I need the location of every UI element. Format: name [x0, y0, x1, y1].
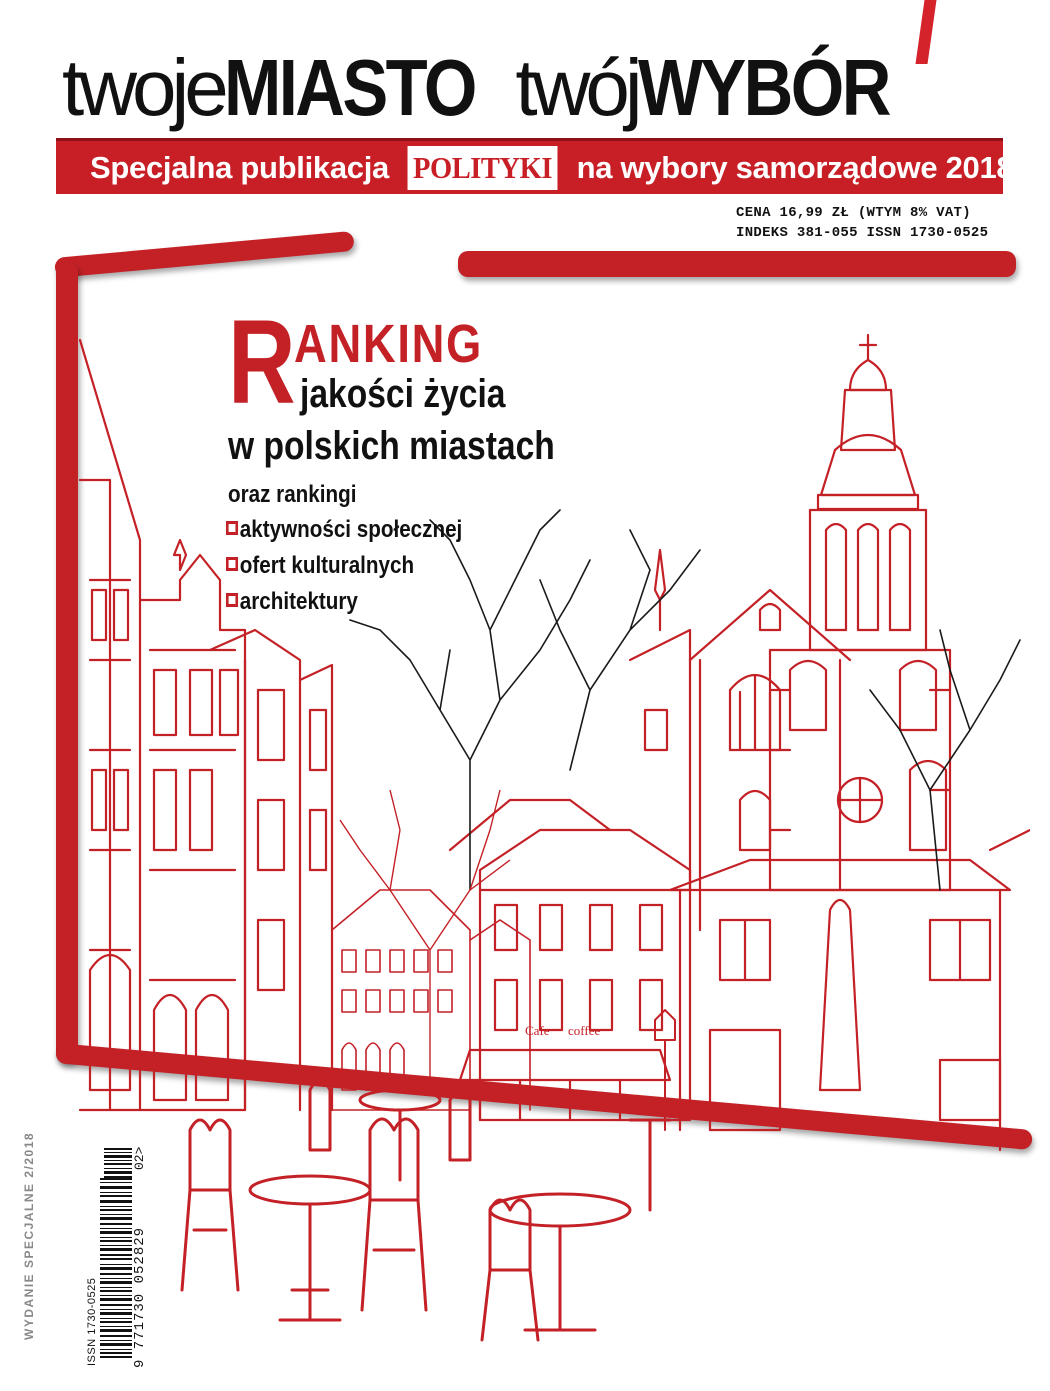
list-item: [226, 584, 462, 620]
headline-line-3: w polskich miastach: [228, 424, 555, 468]
town-illustration: [70, 330, 1030, 1370]
subtitle-banner: [56, 138, 1014, 194]
index-line: INDEKS 381-055 ISSN 1730-0525: [736, 225, 989, 241]
lamp-post-drawing: [655, 1010, 675, 1130]
right-house-drawing: [670, 830, 1030, 1150]
also-rankings-label: oraz rankingi: [228, 481, 357, 508]
checkbox-bullet-icon: [226, 557, 238, 571]
checkbox-bullet-icon: [226, 521, 238, 535]
edition-label: WYDANIE SPECJALNE 2/2018: [22, 1131, 36, 1341]
subtitle-after: na wybory samorządowe 2018: [576, 150, 1014, 185]
cafe-sign-text-2: coffee: [568, 1023, 601, 1038]
headline-ranking: ANKING: [294, 314, 483, 374]
ean-addon-number: 02>: [132, 1146, 147, 1170]
frame-bar-top-left: [54, 231, 355, 278]
gabled-house-drawing: [140, 540, 332, 1110]
masthead-title: [62, 38, 1002, 138]
headline-initial: R: [228, 295, 296, 429]
ranking-label: aktywności społecznej: [239, 516, 463, 543]
cafe-building-drawing: [450, 800, 690, 1120]
cafe-sign-text: Cafe: [525, 1023, 550, 1038]
ranking-label: architektury: [239, 588, 358, 615]
rankings-list: [226, 512, 501, 620]
price-block: [736, 203, 988, 243]
masthead-part-2: MIASTO: [223, 43, 475, 132]
masthead-part-1: twoje: [62, 43, 224, 132]
frame-bar-top-right: [458, 251, 1016, 277]
masthead-part-3: twój: [515, 43, 638, 132]
list-item: [226, 548, 462, 584]
headline-line-2: jakości życia: [300, 372, 506, 416]
middle-church-drawing: [630, 550, 850, 930]
checkbox-bullet-icon: [226, 593, 238, 607]
ranking-label: ofert kulturalnych: [239, 552, 415, 579]
subtitle-before: Specjalna publikacja: [90, 150, 389, 185]
row-houses-drawing: [332, 890, 530, 1110]
price-line: CENA 16,99 ZŁ (WTYM 8% VAT): [736, 205, 971, 221]
issn-label: ISSN 1730-0525: [86, 1277, 98, 1366]
barcode-addon-graphic: [104, 1148, 132, 1178]
list-item: [226, 512, 462, 548]
ean-number: 9 771730 052829: [132, 1226, 148, 1368]
red-tree-drawing: [340, 790, 510, 1090]
barcode-graphic: [100, 1178, 132, 1358]
brand-logo-polityki: POLITYKI: [408, 146, 558, 190]
masthead-part-4: WYBÓR: [637, 43, 889, 132]
left-building-drawing: [80, 340, 140, 1110]
